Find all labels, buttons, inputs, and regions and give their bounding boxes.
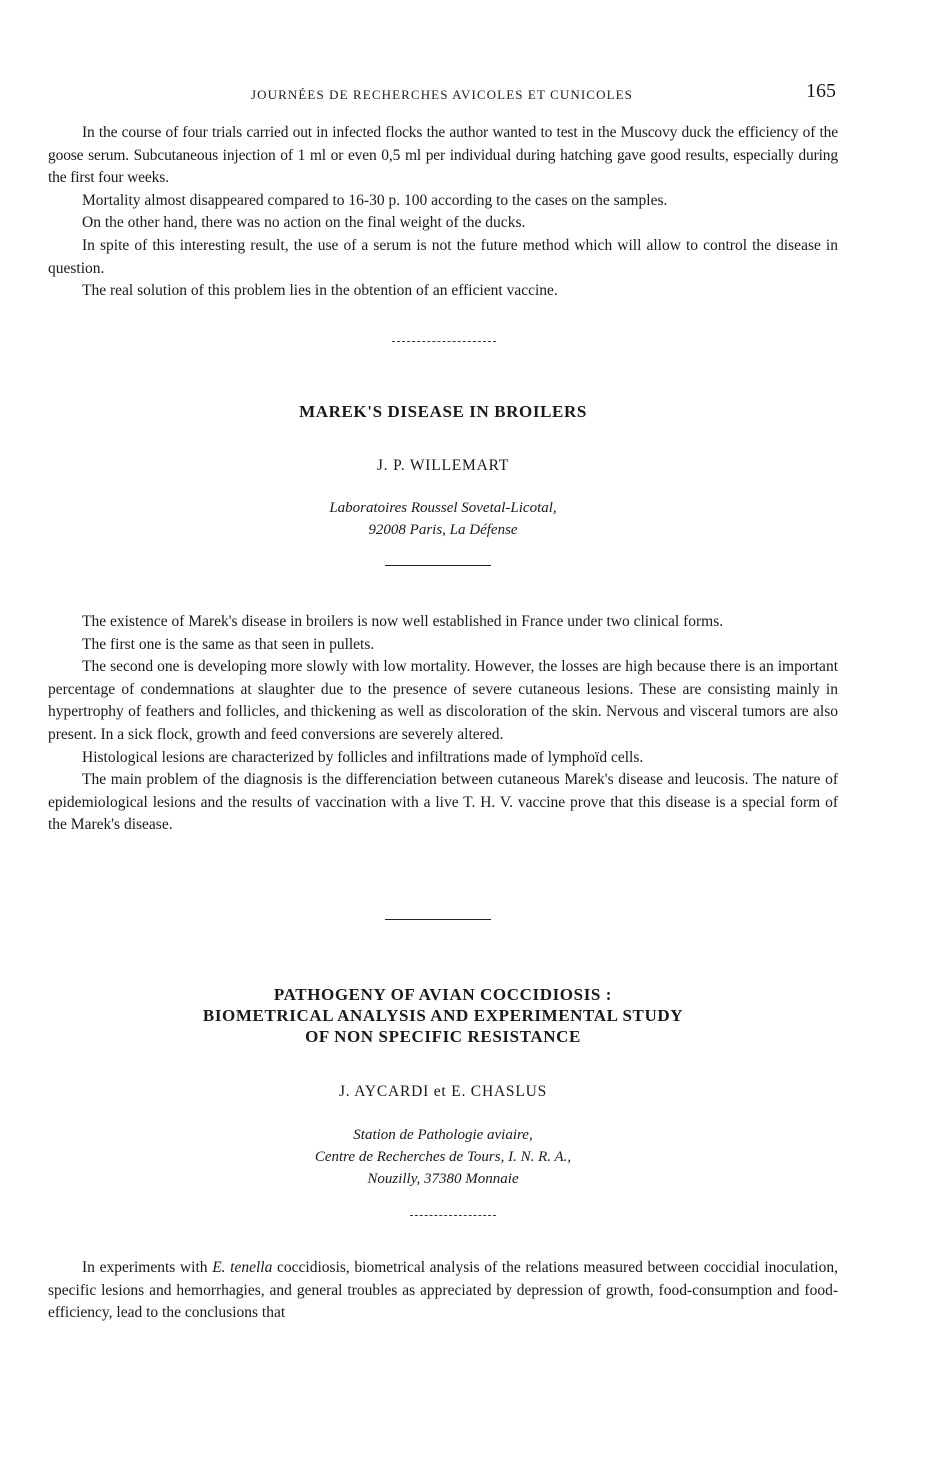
section-ornament [392,341,496,342]
title-line: OF NON SPECIFIC RESISTANCE [305,1027,581,1046]
section-ornament [385,919,491,920]
article-title [48,984,838,1047]
paragraph-text: coccidiosis, biometrical analysis of the relations measured between coccidial inoculation, specific lesions and hemorrhagies, and general troubles as appreciated by depression of growth, food-consumption and food-efficiency, lead to the conclusions that [48,1259,838,1322]
paragraph: Mortality almost disappeared compared to 16-30 p. 100 according to the cases on the samples. [82,191,668,209]
paragraph: The existence of Marek's disease in broilers is now well established in France under two clinical forms. [82,613,724,630]
article-body [48,1257,838,1325]
paragraph: The main problem of the diagnosis is the differenciation between cutaneous Marek's disease and leucosis. The nature of epidemiological lesions and the results of vaccination with a live T. H. V. vaccine prove that this disease is a special form of the Marek's disease. [48,771,838,834]
intro-text [48,122,838,303]
affiliation-line: Nouzilly, 37380 Monnaie [367,1171,519,1187]
paragraph: In spite of this interesting result, the use of a serum is not the future method which will allow to control the disease in question. [48,236,838,277]
paragraph: The real solution of this problem lies in the obtention of an efficient vaccine. [82,282,558,300]
article-author: J. AYCARDI et E. CHASLUS [338,1083,548,1100]
paragraph: In the course of four trials carried out in infected flocks the author wanted to test in the Muscovy duck the efficiency of the goose serum. Subcutaneous injection of 1 ml or even 0,5 ml per individual during hatching gave good results, especially during the first four weeks. [48,124,838,187]
running-head-title: JOURNÉES DE RECHERCHES AVICOLES ET CUNICOLES [251,87,633,102]
affiliation-line: Station de Pathologie aviaire, [353,1127,533,1143]
section-ornament [410,1215,496,1216]
title-line: BIOMETRICAL ANALYSIS AND EXPERIMENTAL STUDY [202,1006,684,1025]
title-line: PATHOGENY OF AVIAN COCCIDIOSIS : [273,985,613,1004]
affiliation-line: 92008 Paris, La Défense [368,522,518,538]
section-ornament [385,565,491,566]
paragraph: The first one is the same as that seen in pullets. [82,635,375,653]
article-body [48,611,838,837]
paragraph: The second one is developing more slowly with low mortality. However, the losses are high because there is an important percentage of condemnations at slaughter due to the presence of severe cutaneous lesions. These are consisting mainly in hypertrophy of feathers and follicles, and thickening as well as discoloration of the skin. Nervous and visceral tumors are also present. In a sick flock, growth and feed conversions are severely altered. [48,658,838,743]
article-affiliation [48,1124,838,1190]
page-number: 165 [806,80,836,102]
species-name: E. tenella [212,1259,273,1276]
paragraph: Histological lesions are characterized by follicles and infiltrations made of lymphoïd cells. [82,748,644,766]
paragraph-text: In experiments with [82,1259,208,1276]
article-title: MAREK'S DISEASE IN BROILERS [299,402,587,421]
affiliation-line: Centre de Recherches de Tours, I. N. R. A., [314,1149,572,1165]
affiliation-line: Laboratoires Roussel Sovetal-Licotal, [329,500,557,516]
article-author: J. P. WILLEMART [376,457,510,474]
running-head [48,80,836,110]
paragraph: On the other hand, there was no action on the final weight of the ducks. [82,214,526,232]
article-affiliation [48,497,838,541]
paragraph [48,1257,838,1325]
